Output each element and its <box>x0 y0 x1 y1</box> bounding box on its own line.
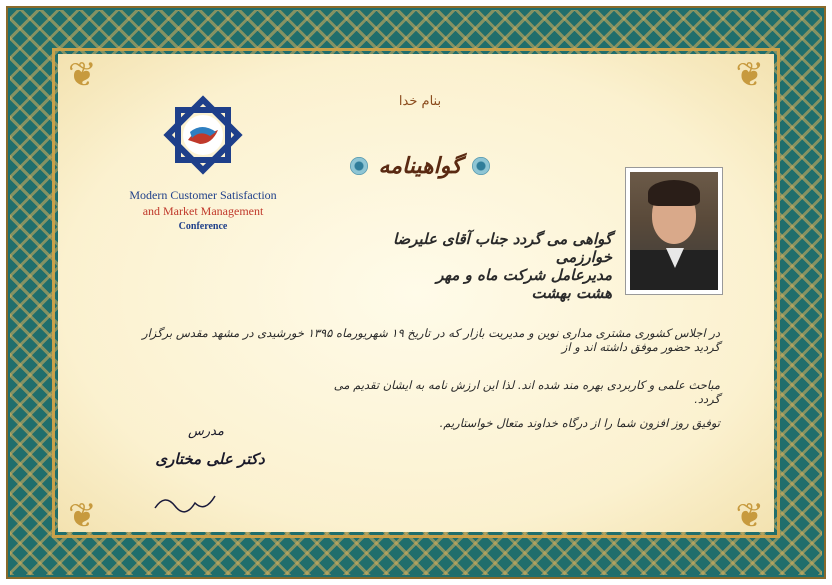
signatory-role: مدرس <box>188 424 224 439</box>
logo-line-1: Modern Customer Satisfaction <box>129 188 277 202</box>
corner-ornament-icon: ❦ <box>68 55 97 95</box>
logo-caption <box>118 188 288 232</box>
corner-ornament-icon: ❦ <box>735 55 764 95</box>
recipient-position: مدیرعامل شرکت ماه و مهر هشت بهشت <box>436 266 612 302</box>
body-paragraph-2: مباحث علمی و کاربردی بهره مند شده اند. لذا این ارزش نامه به ایشان تقدیم می گردد. <box>333 378 720 406</box>
bismillah-heading: بنام خدا <box>398 94 442 109</box>
title-block <box>340 150 500 182</box>
signature-scribble <box>150 488 220 518</box>
certificate-title: گواهینامه <box>378 153 462 179</box>
conference-logo <box>160 92 246 178</box>
portrait <box>630 172 718 290</box>
corner-ornament-icon: ❦ <box>68 496 97 536</box>
signatory-name: دکتر علی مختاری <box>155 450 265 468</box>
recipient-photo <box>625 167 723 295</box>
rosette-icon <box>472 157 490 175</box>
logo-line-3: Conference <box>178 221 228 232</box>
rosette-icon <box>350 157 368 175</box>
corner-ornament-icon: ❦ <box>735 496 764 536</box>
recipient-line: گواهی می گردد جناب آقای علیرضا خوارزمی <box>392 230 612 266</box>
body-paragraph-3: توفیق روز افزون شما را از درگاه خداوند متعال خواستاریم. <box>439 416 720 430</box>
body-paragraph-1: در اجلاس کشوری مشتری مداری نوین و مدیریت بازار که در تاریخ ۱۹ شهریورماه ۱۳۹۵ خورشیدی در مشهد مقدس برگزار گردید حضور موفق داشته اند و از <box>142 326 720 354</box>
logo-line-2: and Market Management <box>142 204 264 218</box>
